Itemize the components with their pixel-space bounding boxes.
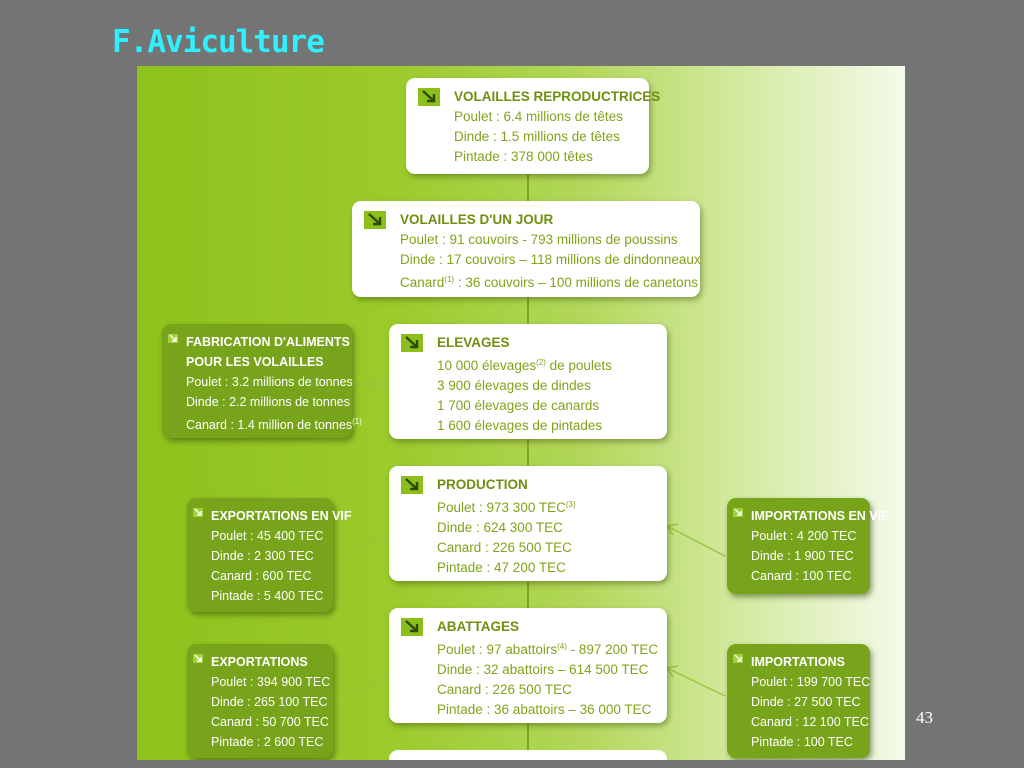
footnote-ref: (3) <box>565 500 576 509</box>
box-line: Dinde : 1 900 TEC <box>751 549 854 563</box>
arrow-down-right-icon <box>733 508 743 517</box>
box-title: FABRICATION D'ALIMENTS <box>186 335 350 349</box>
box-line <box>186 412 362 435</box>
line-text: 10 000 élevages <box>437 358 537 373</box>
box-line: Dinde : 265 100 TEC <box>211 695 328 709</box>
box-line: Canard : 12 100 TEC <box>751 715 869 729</box>
footnote-ref: (1) <box>352 417 362 426</box>
box-line <box>437 495 657 518</box>
box-title: ABATTAGES <box>437 619 519 634</box>
box-title: VOLAILLES D'UN JOUR <box>400 212 554 227</box>
box-line: 1 700 élevages de canards <box>437 398 600 413</box>
box-line: Dinde : 2.2 millions de tonnes <box>186 395 350 409</box>
arrow-down-right-icon <box>193 654 203 663</box>
box-line: Dinde : 624 300 TEC <box>437 520 563 535</box>
importations-arrowhead <box>667 666 678 677</box>
box-line: 3 900 élevages de dindes <box>437 378 591 393</box>
box-line: Pintade : 5 400 TEC <box>211 589 324 603</box>
box-line: Dinde : 32 abattoirs – 614 500 TEC <box>437 662 649 677</box>
box-line: Canard : 226 500 TEC <box>437 682 572 697</box>
box-title: VOLAILLES REPRODUCTRICES <box>454 89 661 104</box>
footnote-ref: (2) <box>536 358 546 367</box>
box-line: Canard : 226 500 TEC <box>437 540 572 555</box>
arrow-down-right-icon <box>401 618 423 636</box>
line-text: de poulets <box>545 358 612 373</box>
arrow-down-right-icon <box>168 334 178 343</box>
next-box-partial <box>389 750 667 760</box>
box-fabrication-aliments <box>162 324 362 438</box>
box-line: Poulet : 199 700 TEC <box>751 675 871 689</box>
line-text: Poulet : 973 300 TEC <box>437 500 566 515</box>
box-line: Dinde : 1.5 millions de têtes <box>454 129 620 144</box>
box-line: 1 600 élevages de pintades <box>437 418 603 433</box>
box-line: Poulet : 45 400 TEC <box>211 529 324 543</box>
box-elevages <box>389 324 667 439</box>
box-title: EXPORTATIONS <box>211 655 308 669</box>
production-to-export-vif-connector <box>333 536 389 563</box>
arrow-down-right-icon <box>401 334 423 352</box>
box-title: PRODUCTION <box>437 477 528 492</box>
box-importations-en-vif <box>727 498 889 594</box>
arrow-down-right-icon <box>401 476 423 494</box>
box-abattages <box>389 608 667 723</box>
footnote-ref: (4) <box>557 642 567 651</box>
flow-diagram-panel <box>137 66 905 760</box>
box-exportations <box>187 644 333 758</box>
box-title: IMPORTATIONS EN VIF <box>751 509 889 523</box>
box-line: Canard : 100 TEC <box>751 569 852 583</box>
line-text: : 36 couvoirs – 100 millions de canetons <box>454 275 698 290</box>
box-line <box>437 637 657 660</box>
box-line: Poulet : 394 900 TEC <box>211 675 331 689</box>
footnote-ref: (1) <box>444 275 455 284</box>
line-text: Canard : 1.4 million de tonnes <box>186 418 353 432</box>
import-vif-to-production-connector <box>667 526 725 556</box>
box-line: Pintade : 378 000 têtes <box>454 149 593 164</box>
box-line: Pintade : 36 abattoirs – 36 000 TEC <box>437 702 652 717</box>
box-line: Pintade : 100 TEC <box>751 735 853 749</box>
box-line: Dinde : 2 300 TEC <box>211 549 314 563</box>
importations-to-abattages-connector <box>667 668 725 696</box>
page-number: 43 <box>916 708 933 727</box>
box-line: Canard : 50 700 TEC <box>211 715 329 729</box>
box-importations <box>727 644 870 758</box>
box-line: Canard : 600 TEC <box>211 569 312 583</box>
box-exportations-en-vif <box>187 498 352 612</box>
box-line: Poulet : 91 couvoirs - 793 millions de poussins <box>400 232 678 247</box>
arrow-down-right-icon <box>364 211 386 229</box>
arrow-down-right-icon <box>733 654 743 663</box>
box-title: EXPORTATIONS EN VIF <box>211 509 352 523</box>
line-text: Poulet : 97 abattoirs <box>437 642 558 657</box>
box-line: Poulet : 3.2 millions de tonnes <box>186 375 353 389</box>
box-line: Poulet : 4 200 TEC <box>751 529 857 543</box>
box-line: Poulet : 6.4 millions de têtes <box>454 109 623 124</box>
box-volailles-reproductrices <box>406 78 661 174</box>
box-line <box>437 353 657 376</box>
box-line <box>400 270 698 293</box>
line-text: Canard <box>400 275 445 290</box>
box-title: IMPORTATIONS <box>751 655 845 669</box>
box-production <box>389 466 667 581</box>
box-title: ELEVAGES <box>437 335 510 350</box>
box-volailles-un-jour <box>352 201 700 297</box>
box-line: Dinde : 27 500 TEC <box>751 695 861 709</box>
slide-title: F.Aviculture <box>112 24 324 60</box>
box-line: Pintade : 2 600 TEC <box>211 735 324 749</box>
line-text: - 897 200 TEC <box>566 642 659 657</box>
abattages-to-exportations-connector <box>333 676 389 702</box>
box-line: Dinde : 17 couvoirs – 118 millions de dindonneaux <box>400 252 701 267</box>
box-line: Pintade : 47 200 TEC <box>437 560 566 575</box>
arrow-down-right-icon <box>193 508 203 517</box>
box-title: POUR LES VOLAILLES <box>186 355 324 369</box>
arrow-down-right-icon <box>418 88 440 106</box>
